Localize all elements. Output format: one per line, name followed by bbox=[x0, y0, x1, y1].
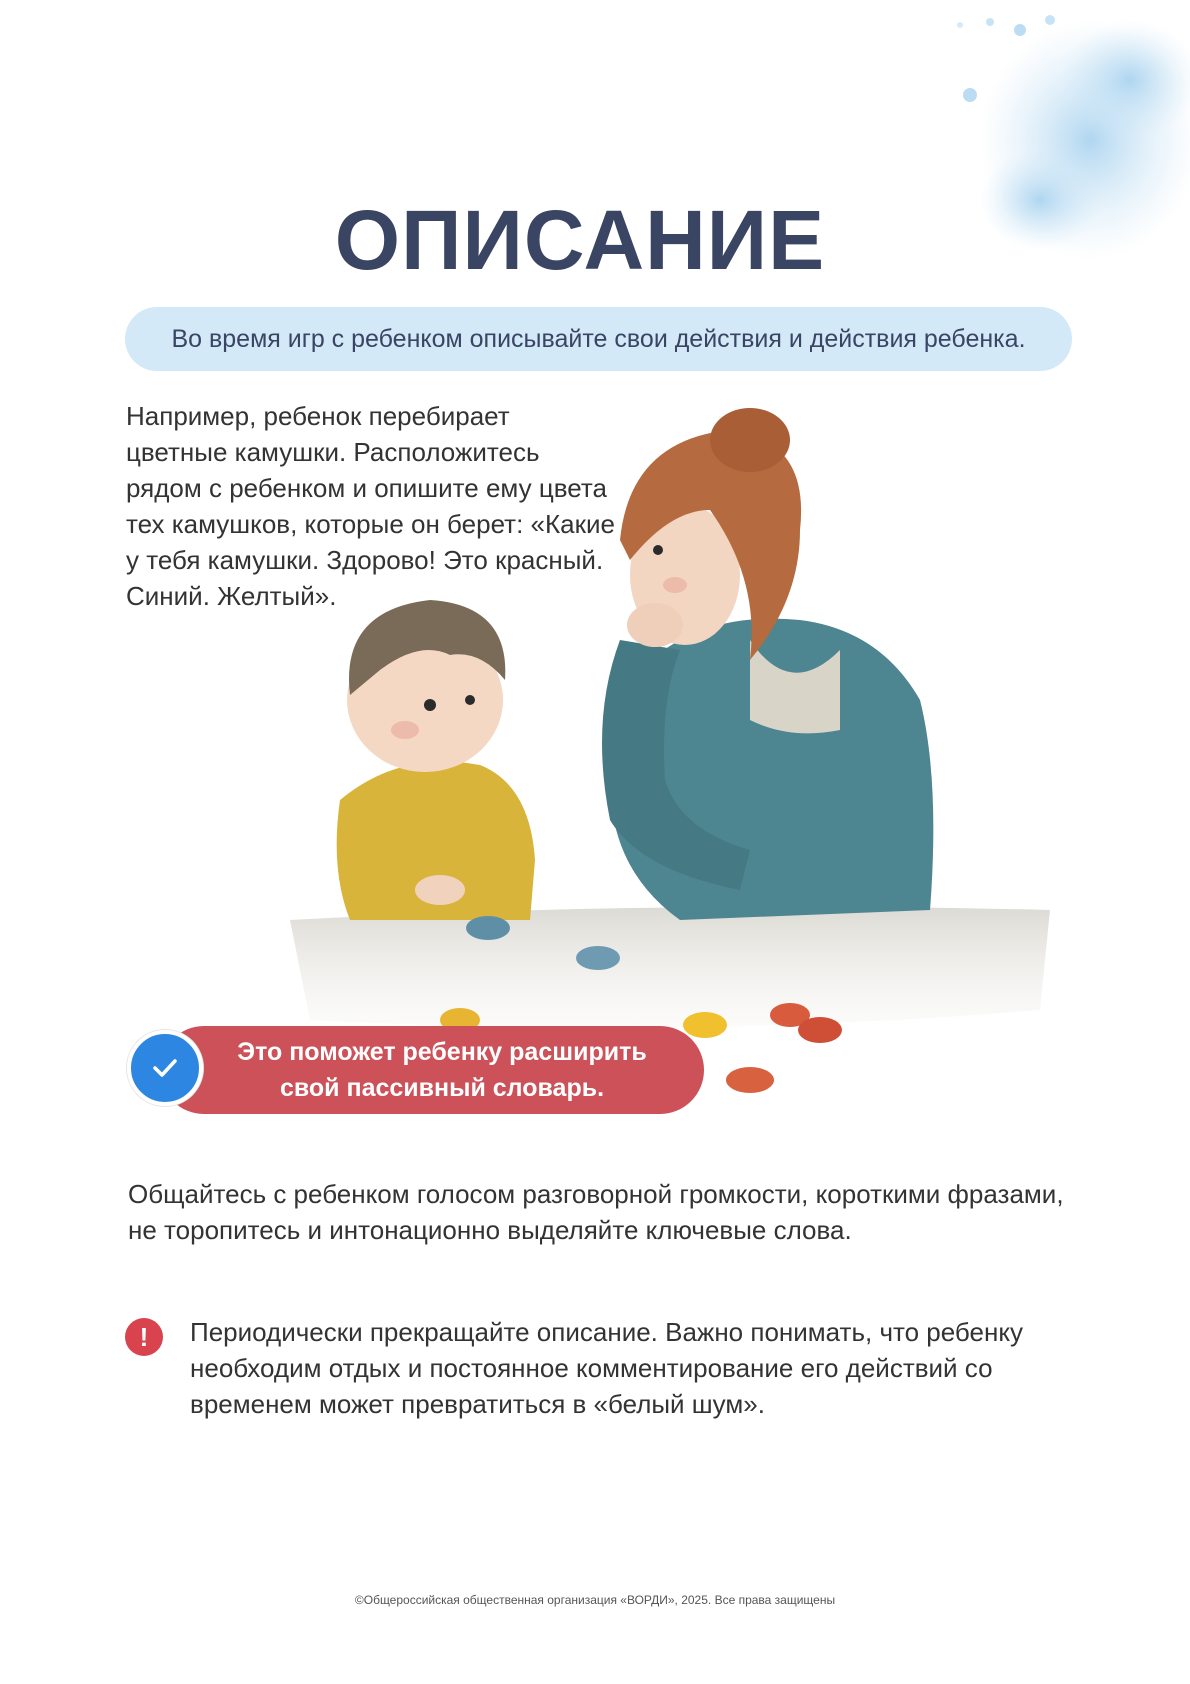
copyright-footer: ©Общероссийская общественная организация «ВОРДИ», 2025. Все права защищены bbox=[354, 1593, 836, 1607]
alert-symbol: ! bbox=[139, 1321, 149, 1352]
pause-tip-paragraph: Периодически прекращайте описание. Важно понимать, что ребенку необходим отдых и постоянное комментирование его действий со временем может превратиться в «белый шум». bbox=[190, 1317, 1024, 1419]
callout-line-2: свой пассивный словарь. bbox=[279, 1074, 605, 1102]
callout-banner bbox=[160, 1026, 704, 1114]
intro-paragraph: Например, ребенок перебирает цветные камушки. Расположитесь рядом с ребенком и опишите ему цвета тех камушков, которые он берет: «Какие у тебя камушки. Здорово! Это красный. Синий. Желтый». bbox=[126, 401, 615, 611]
exclamation-icon bbox=[125, 1318, 163, 1356]
check-icon bbox=[127, 1030, 203, 1106]
page-title: ОПИСАНИЕ bbox=[334, 193, 826, 287]
callout-line-1: Это поможет ребенку расширить bbox=[237, 1038, 647, 1066]
intro-banner bbox=[125, 307, 1072, 371]
banner-text: Во время игр с ребенком описывайте свои действия и действия ребенка. bbox=[171, 324, 1026, 353]
speech-tips-paragraph: Общайтесь с ребенком голосом разговорной громкости, короткими фразами, не торопитесь и интонационно выделяйте ключевые слова. bbox=[128, 1179, 1064, 1245]
